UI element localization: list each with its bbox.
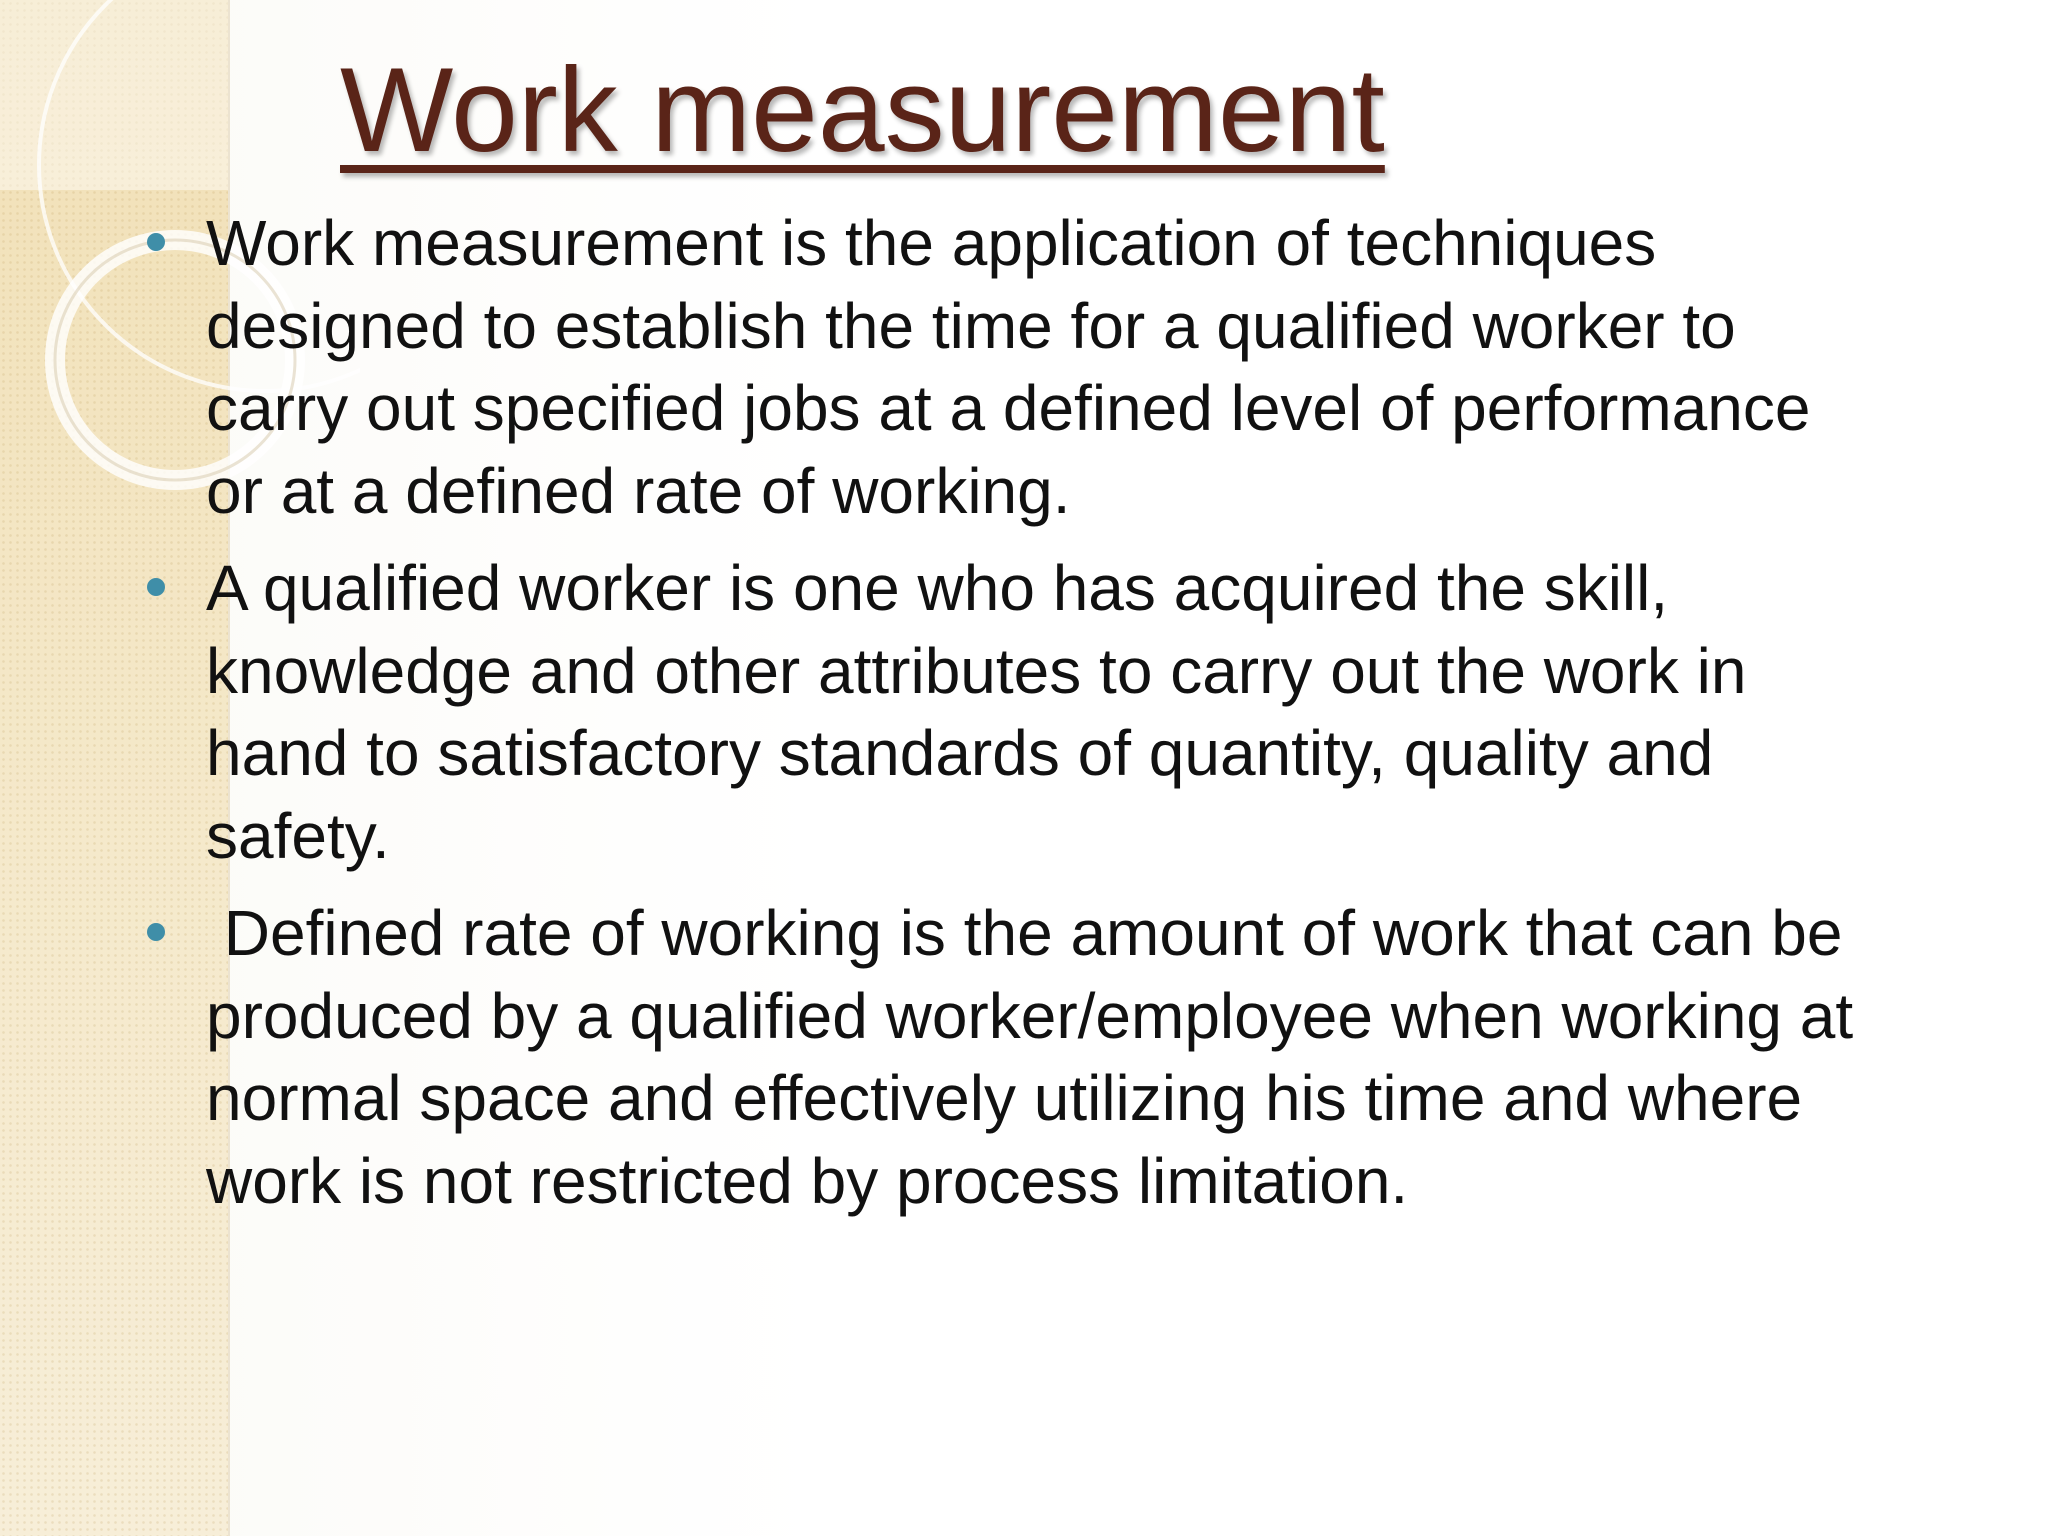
bullet-line: safety. [206,799,390,872]
bullet-list [206,202,2006,1237]
bullet-line: Defined rate of working is the amount of work that can be [206,897,1843,969]
bullet-line: hand to satisfactory standards of quantity, quality and [206,717,1714,789]
bullet-dot-icon [147,578,165,596]
bullet-dot-icon [147,923,165,941]
bullet-line: knowledge and other attributes to carry out the work in [206,634,1747,707]
bullet-item [206,547,2006,877]
bullet-line: work is not restricted by process limitation. [206,1144,1409,1217]
bullet-item [206,892,2006,1222]
bullet-line: designed to establish the time for a qualified worker to [206,289,1736,362]
bullet-line: normal space and effectively utilizing his time and where [206,1062,1803,1134]
bullet-line: produced by a qualified worker/employee when working at [206,979,1854,1052]
bullet-line: A qualified worker is one who has acquired the skill, [206,552,1669,624]
slide-title: Work measurement [340,43,1385,177]
bullet-line: Work measurement is the application of techniques [206,207,1657,279]
bullet-dot-icon [147,233,165,251]
bullet-line: carry out specified jobs at a defined level of performance [206,372,1811,444]
bullet-line: or at a defined rate of working. [206,454,1071,527]
bullet-item [206,202,2006,532]
